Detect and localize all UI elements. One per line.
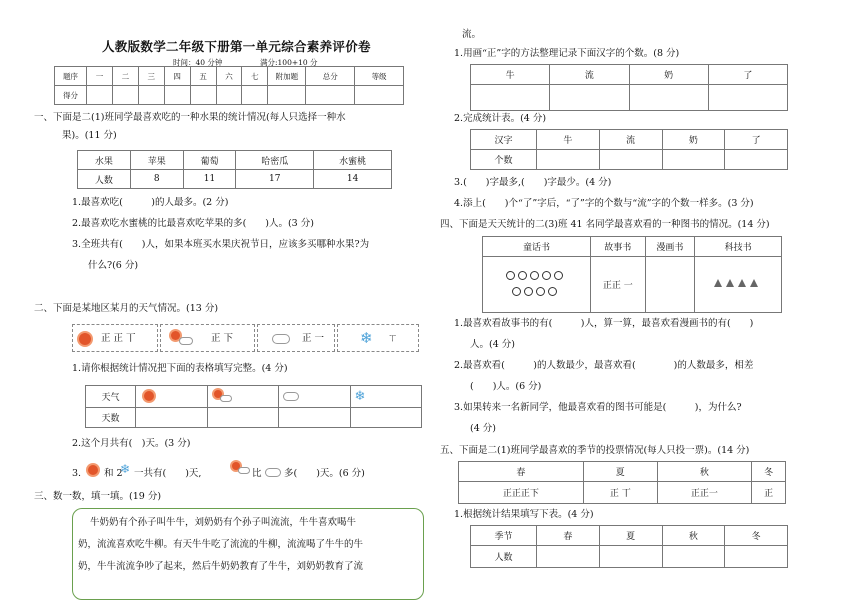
answer-cell[interactable] [471,85,550,111]
answer-cell[interactable] [279,408,351,428]
table-row [471,150,788,170]
table-cell: 冬 [752,462,786,482]
snowflake-icon: ❄ [120,462,131,476]
q4-item-1-cont: 人。(4 分) [470,339,515,350]
score-cell[interactable] [112,86,138,105]
table-cell: 奶 [662,130,725,150]
table-cell [136,386,208,408]
answer-cell[interactable] [207,408,279,428]
story-line-2: 奶，流流喜欢吃牛柳。有天牛牛吃了流流的牛柳，流流喝了牛牛的牛 [78,539,364,550]
q2-item-3-and: 和 2 [104,468,123,479]
score-table-header-row [55,67,404,86]
score-header-cell: 等级 [355,67,404,86]
q2-item-3-total: 一共有( )天, [134,468,202,479]
cloud-icon [283,392,299,401]
q2-weather-table [85,385,422,428]
table-row [471,85,788,111]
table-cell: 了 [708,65,787,85]
table-cell: 正 丅 [583,482,657,504]
score-header-cell: 题序 [55,67,87,86]
table-cell: 正 [752,482,786,504]
answer-cell[interactable] [662,150,725,170]
table-row [471,65,788,85]
answer-cell[interactable] [537,546,600,568]
table-cell: 冬 [725,526,788,546]
q2-item-3-more: 多( )天。(6 分) [284,468,365,479]
table-cell [350,386,422,408]
table-cell: 11 [183,170,236,189]
table-row [78,151,392,170]
table-cell: 14 [314,170,392,189]
q3-item-2: 2.完成统计表。(4 分) [454,113,547,124]
table-row [86,408,422,428]
table-row [471,546,788,568]
table-cell: 个数 [471,150,537,170]
table-cell: 流 [550,65,629,85]
cloud-part [220,395,232,402]
circle-row [483,271,590,283]
table-row [471,130,788,150]
table-cell: 正正一 [657,482,752,504]
table-cell: 人数 [78,170,131,189]
table-cell [645,257,695,313]
table-cell [279,386,351,408]
table-row [483,257,782,313]
score-cell[interactable] [242,86,268,105]
table-cell: 天数 [86,408,136,428]
table-cell: 季节 [471,526,537,546]
cloud-icon [265,468,281,477]
tally-cloudy: 正 一 [302,333,325,344]
q1-fruit-table [77,150,392,189]
table-cell: 水果 [78,151,131,170]
answer-cell[interactable] [725,150,788,170]
table-cell: 8 [130,170,183,189]
table-cell: 苹果 [130,151,183,170]
table-cell: 科技书 [695,237,782,257]
table-cell [207,386,279,408]
q5-item-1: 1.根据统计结果填写下表。(4 分) [454,509,594,520]
q3-item-1: 1.用画“正”字的方法整理记录下面汉字的个数。(8 分) [454,48,680,59]
tally-snowy: ㄒ [388,333,398,344]
story-line-3: 奶，牛牛流流争吵了起来，然后牛奶奶教育了牛牛，刘奶奶教育了流 [78,561,364,572]
q2-title: 二、下面是某地区某月的天气情况。(13 分) [34,303,219,314]
score-cell[interactable] [306,86,355,105]
table-cell: 正正 一 [590,257,645,313]
table-cell: 流 [599,130,662,150]
score-cell[interactable] [190,86,216,105]
q1-title: 一、下面是二(1)班同学最喜欢吃的一种水果的统计情况(每人只选择一种水 [34,112,346,123]
q4-book-table [482,236,782,313]
table-row [86,386,422,408]
score-header-cell: 六 [216,67,242,86]
tally-partly-cloudy: 正 下 [211,333,234,344]
table-cell: 奶 [629,65,708,85]
q5-vote-table [458,461,786,504]
table-cell: 正正正下 [459,482,584,504]
answer-cell[interactable] [629,85,708,111]
q4-item-2: 2.最喜欢看( )的人数最少，最喜欢看( )的人数最多，相差 [454,360,754,371]
score-cell[interactable] [216,86,242,105]
score-table-row [55,86,404,105]
score-header-cell: 三 [138,67,164,86]
table-cell: 汉字 [471,130,537,150]
cloud-part [179,337,193,345]
score-header-cell: 附加题 [268,67,306,86]
q2-item-1: 1.请你根据统计情况把下面的表格填写完整。(4 分) [72,363,288,374]
answer-cell[interactable] [599,546,662,568]
q1-item-3-cont: 什么?(6 分) [88,260,139,271]
sun-icon [79,333,91,345]
table-cell: 哈密瓜 [236,151,314,170]
q3-tally-table [470,64,788,111]
weather-sunny-box [72,324,158,352]
cloud-part [238,467,250,474]
score-cell[interactable] [268,86,306,105]
answer-cell[interactable] [550,85,629,111]
q1-item-2: 2.最喜欢吃水蜜桃的比最喜欢吃苹果的多( )人。(3 分) [72,218,314,229]
table-cell: 葡萄 [183,151,236,170]
story-line-1: 牛奶奶有个孙子叫牛牛，刘奶奶有个孙子叫流流，牛牛喜欢喝牛 [90,517,357,528]
q4-item-3-cont: (4 分) [470,423,496,434]
score-row-label: 得分 [55,86,87,105]
q3-item-3: 3.( )字最多,( )字最少。(4 分) [454,177,612,188]
table-cell: 牛 [471,65,550,85]
q5-season-table [470,525,788,568]
q4-item-1: 1.最喜欢看故事书的有( )人，算一算，最喜欢看漫画书的有( ) [454,318,754,329]
score-header-cell: 七 [242,67,268,86]
cloud-icon [272,334,290,344]
table-cell: 春 [537,526,600,546]
score-header-cell: 五 [190,67,216,86]
q4-title: 四、下面是天天统计的二(3)班 41 名同学最喜欢看的一种图书的情况。(14 分) [440,219,770,230]
q1-item-3: 3.全班共有( )人，如果本班买水果庆祝节日，应该多买哪种水果?为 [72,239,370,250]
answer-cell[interactable] [136,408,208,428]
score-header-cell: 一 [87,67,113,86]
q2-item-2: 2.这个月共有( )天。(3 分) [72,438,191,449]
q1-item-1: 1.最喜欢吃( )的人最多。(2 分) [72,197,229,208]
table-cell: 故事书 [590,237,645,257]
answer-cell[interactable] [725,546,788,568]
score-header-cell: 二 [112,67,138,86]
q3-title: 三、数一数，填一填。(19 分) [34,491,162,502]
score-table [54,66,404,105]
q4-item-2-cont: ( )人。(6 分) [470,381,542,392]
tally-sunny: 正 正 丅 [101,333,136,344]
table-cell: 人数 [471,546,537,568]
snowflake-icon: ❄ [354,389,366,404]
answer-cell[interactable] [662,546,725,568]
table-cell: 天气 [86,386,136,408]
weather-cloudy-box [257,324,335,352]
score-header-cell: 四 [164,67,190,86]
table-cell: 秋 [662,526,725,546]
full-score-label: 满分:100+10 分 [260,58,318,67]
sun-icon [144,391,154,401]
table-cell: 夏 [583,462,657,482]
answer-cell[interactable] [599,150,662,170]
score-header-cell: 总分 [306,67,355,86]
table-cell: 秋 [657,462,752,482]
answer-cell[interactable] [537,150,600,170]
table-cell: 水蜜桃 [314,151,392,170]
table-row [459,482,786,504]
score-cell[interactable] [87,86,113,105]
table-cell: 春 [459,462,584,482]
score-cell[interactable] [164,86,190,105]
answer-cell[interactable] [350,408,422,428]
weather-partly-cloudy-box [160,324,255,352]
table-cell: 童话书 [483,237,591,257]
page-title: 人教版数学二年级下册第一单元综合素养评价卷 [102,39,371,54]
q2-item-3-than: 比 [252,468,262,479]
table-cell: 夏 [599,526,662,546]
circle-row [483,287,590,299]
circle-symbols-cell [483,257,591,313]
sun-icon [88,465,98,475]
table-cell: 漫画书 [645,237,695,257]
story-end: 流。 [462,29,482,40]
score-cell[interactable] [138,86,164,105]
q5-title: 五、下面是二(1)班同学最喜欢的季节的投票情况(每人只投一票)。(14 分) [440,445,750,456]
table-cell: 17 [236,170,314,189]
time-label: 时间：40 分钟 [173,58,223,67]
table-row [483,237,782,257]
table-row [459,462,786,482]
q3-item-4: 4.添上( )个“了”字后，“了”字的个数与“流”字的个数一样多。(3 分) [454,198,754,209]
q3-count-table [470,129,788,170]
table-cell: 了 [725,130,788,150]
snowflake-icon: ❄ [360,329,373,347]
triangle-symbols-cell [695,257,782,313]
weather-snowy-box [337,324,419,352]
q4-item-3: 3.如果转来一名新同学，他最喜欢看的图书可能是( )，为什么? [454,402,742,413]
table-cell: 牛 [537,130,600,150]
score-cell[interactable] [355,86,404,105]
table-row [78,170,392,189]
table-row [471,526,788,546]
q2-item-3-prefix: 3. [72,468,82,479]
answer-cell[interactable] [708,85,787,111]
q1-title-cont: 果)。(11 分) [62,130,117,141]
